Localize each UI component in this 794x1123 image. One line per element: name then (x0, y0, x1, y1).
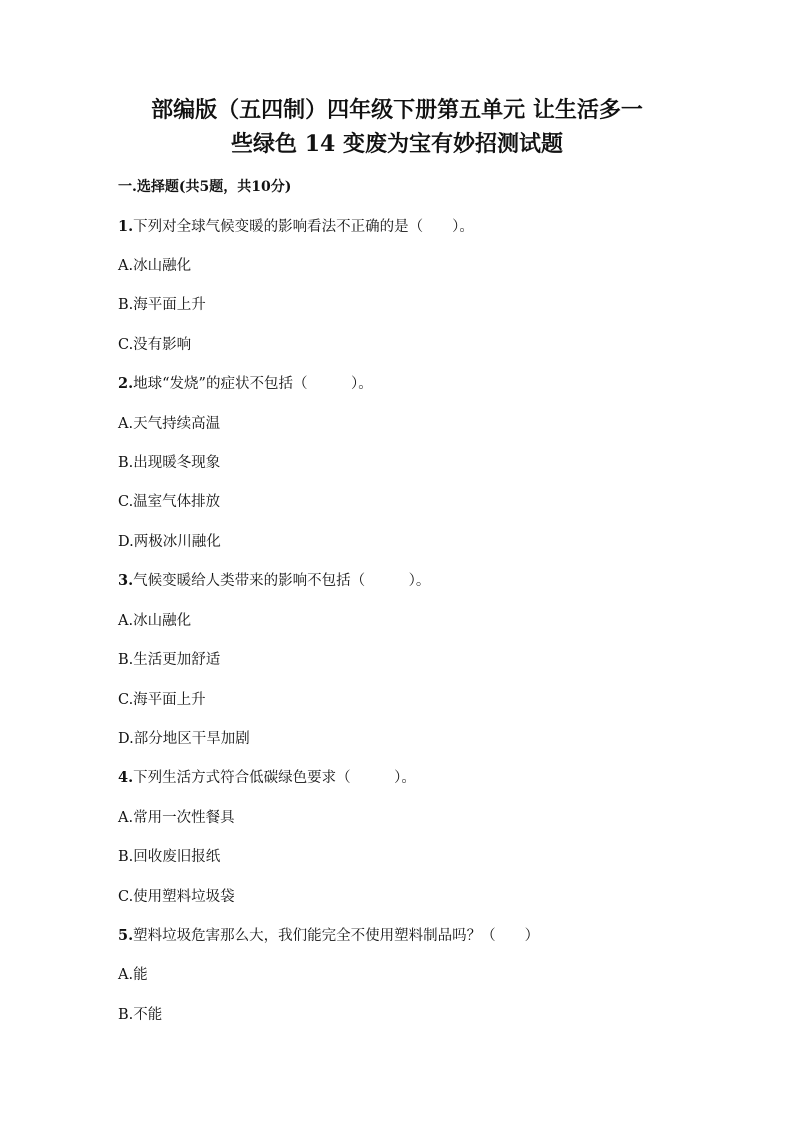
question-text: 下列生活方式符合低碳绿色要求（ ）。 (133, 770, 416, 786)
question-4-option-c: C.使用塑料垃圾袋 (118, 889, 235, 905)
question-1-option-c: C.没有影响 (118, 337, 192, 353)
question-2-option-c: C.温室气体排放 (118, 494, 221, 510)
document-title-line-1: 部编版（五四制）四年级下册第五单元 让生活多一 (151, 97, 643, 123)
question-3 (118, 571, 430, 591)
question-number: 2. (118, 375, 134, 392)
question-4 (118, 768, 416, 788)
question-3-option-c: C.海平面上升 (118, 692, 206, 708)
question-5-option-b: B.不能 (118, 1007, 163, 1023)
question-2-option-d: D.两极冰川融化 (118, 534, 221, 550)
question-text: 塑料垃圾危害那么大，我们能完全不使用塑料制品吗？（ ） (133, 928, 540, 944)
question-3-option-a: A.冰山融化 (118, 613, 192, 629)
question-4-option-b: B.回收废旧报纸 (118, 849, 221, 865)
question-1-option-b: B.海平面上升 (118, 297, 206, 313)
question-text: 地球“发烧”的症状不包括（ ）。 (133, 376, 373, 392)
question-2 (118, 374, 373, 394)
question-5-option-a: A.能 (118, 967, 148, 983)
question-3-option-d: D.部分地区干旱加剧 (118, 731, 250, 747)
question-4-option-a: A.常用一次性餐具 (118, 810, 235, 826)
question-text: 气候变暖给人类带来的影响不包括（ ）。 (133, 573, 431, 589)
question-5 (118, 926, 539, 946)
question-number: 3. (118, 572, 134, 589)
question-number: 1. (118, 218, 134, 235)
question-number: 4. (118, 769, 134, 786)
question-2-option-b: B.出现暖冬现象 (118, 455, 221, 471)
question-text: 下列对全球气候变暖的影响看法不正确的是（ ）。 (133, 219, 474, 235)
question-1-option-a: A.冰山融化 (118, 258, 192, 274)
question-1 (118, 217, 474, 237)
document-title-line-2: 些绿色 14 变废为宝有妙招测试题 (231, 131, 563, 157)
question-number: 5. (118, 927, 134, 944)
question-2-option-a: A.天气持续高温 (118, 416, 221, 432)
question-3-option-b: B.生活更加舒适 (118, 652, 221, 668)
section-heading: 一.选择题(共5题，共10分) (118, 179, 292, 195)
